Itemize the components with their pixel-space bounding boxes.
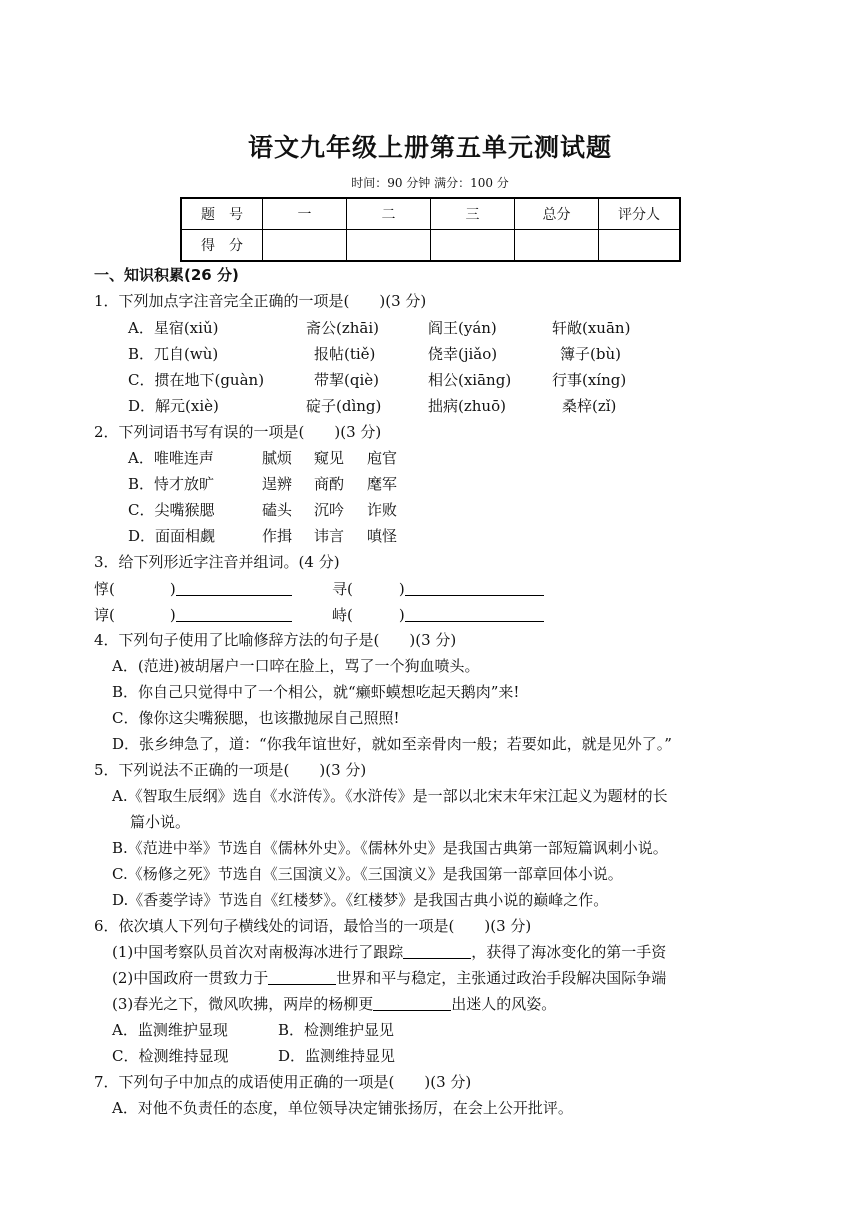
score-cell-part3: 三 (431, 198, 515, 230)
option-text: 庖官 (367, 449, 398, 467)
option-text: 拙病(zhuō) (428, 397, 506, 415)
question-stem: 1．下列加点字注音完全正确的一项是( )(3 分) (94, 292, 427, 310)
option-text: A.《智取生辰纲》选自《水浒传》。《水浒传》是一部以北宋末年宋江起义为题材的长 (112, 787, 668, 805)
score-table (180, 197, 681, 262)
option-text: A．星宿(xiǔ) (128, 319, 219, 337)
option-text: 诈败 (367, 501, 398, 519)
option-text: C．掼在地下(guàn) (128, 371, 265, 389)
answer-blank[interactable] (403, 942, 471, 959)
sentence-text: 出迷人的风姿。 (451, 995, 557, 1013)
option-text: 窥见 (314, 449, 345, 467)
option-text: C．尖嘴猴腮 (128, 501, 215, 519)
fill-item-char: 惇( (94, 580, 115, 598)
score-input-cell (431, 230, 515, 262)
option-text: C．像你这尖嘴猴腮，也该撒抛尿自己照照! (112, 709, 400, 727)
option-text: A．(范进)被胡屠户一口啐在脸上，骂了一个狗血喷头。 (112, 657, 480, 675)
score-input-cell (347, 230, 431, 262)
answer-blank[interactable] (176, 605, 292, 622)
answer-blank[interactable] (373, 994, 451, 1011)
option-text: 斋公(zhāi) (306, 319, 380, 337)
score-cell-label: 题 号 (181, 198, 263, 230)
option-text: 侥幸(jiǎo) (428, 345, 498, 363)
question-stem: 7．下列句子中加点的成语使用正确的一项是( )(3 分) (94, 1073, 472, 1091)
section-heading: 一、知识积累(26 分) (94, 266, 239, 284)
sentence-text: 世界和平与稳定，主张通过政治手段解决国际争端 (336, 969, 667, 987)
fill-item (332, 579, 544, 599)
question-stem: 3．给下列形近字注音并组词。(4 分) (94, 553, 340, 571)
score-cell-part1: 一 (263, 198, 347, 230)
score-row-label: 得 分 (181, 230, 263, 262)
fill-item-close: ) (169, 606, 176, 624)
score-table-header-row (181, 198, 680, 230)
score-input-cell (263, 230, 347, 262)
score-table-score-row (181, 230, 680, 262)
option-text: 相公(xiāng) (428, 371, 512, 389)
score-input-cell (515, 230, 599, 262)
option-text: C．检测维持显现 (112, 1047, 229, 1065)
option-text: 嗔怪 (367, 527, 398, 545)
option-text: D．解元(xiè) (128, 397, 219, 415)
sentence-item (112, 942, 666, 962)
answer-blank[interactable] (405, 579, 544, 596)
option-text: B．你自己只觉得中了一个相公，就“癞虾蟆想吃起天鹅肉”来! (112, 683, 520, 701)
option-text: 沉吟 (314, 501, 345, 519)
option-text: 阎王(yán) (428, 319, 497, 337)
sentence-text: (1)中国考察队员首次对南极海冰进行了跟踪 (112, 943, 404, 961)
fill-item (94, 579, 292, 599)
exam-meta: 时间：90 分钟 满分：100 分 (351, 176, 509, 190)
option-text: D．监测维持显见 (278, 1047, 396, 1065)
answer-blank[interactable] (268, 968, 336, 985)
sentence-text: (3)春光之下，微风吹拂，两岸的杨柳更 (112, 995, 374, 1013)
option-text: 簿子(bù) (560, 345, 621, 363)
option-text: 作揖 (262, 527, 293, 545)
fill-item (94, 605, 292, 625)
option-text: C.《杨修之死》节选自《三国演义》。《三国演义》是我国第一部章回体小说。 (112, 865, 623, 883)
sentence-text: ，获得了海冰变化的第一手资 (471, 943, 667, 961)
sentence-item (112, 994, 556, 1014)
fill-item-close: ) (398, 580, 405, 598)
option-text: A．唯唯连声 (128, 449, 214, 467)
option-text: 讳言 (314, 527, 345, 545)
sentence-item (112, 968, 666, 988)
question-stem: 6．依次填人下列句子横线处的词语，最恰当的一项是( )(3 分) (94, 917, 532, 935)
page-title: 语文九年级上册第五单元测试题 (247, 133, 612, 162)
fill-item (332, 605, 544, 625)
option-text: 报帖(tiě) (314, 345, 376, 363)
score-cell-part2: 二 (347, 198, 431, 230)
option-text: 腻烦 (262, 449, 293, 467)
option-text: B．兀自(wù) (128, 345, 219, 363)
option-text: 桑梓(zǐ) (562, 397, 617, 415)
option-text: 碇子(dìng) (306, 397, 382, 415)
option-text: D．面面相觑 (128, 527, 216, 545)
fill-item-close: ) (398, 606, 405, 624)
answer-blank[interactable] (405, 605, 544, 622)
option-text: 篇小说。 (130, 813, 191, 831)
question-stem: 2．下列词语书写有误的一项是( )(3 分) (94, 423, 382, 441)
fill-item-char: 谆( (94, 606, 115, 624)
fill-item-close: ) (169, 580, 176, 598)
option-text: D．张乡绅急了，道：“你我年谊世好，就如至亲骨肉一般；若要如此，就是见外了。” (112, 735, 672, 753)
fill-item-char: 寻( (332, 580, 353, 598)
option-text: 逞辨 (262, 475, 293, 493)
option-text: A．对他不负责任的态度，单位领导决定铺张扬厉，在会上公开批评。 (112, 1099, 573, 1117)
option-text: 麾军 (367, 475, 398, 493)
option-text: A．监测维护显现 (112, 1021, 228, 1039)
option-text: B.《范进中举》节选自《儒林外史》。《儒林外史》是我国古典第一部短篇讽刺小说。 (112, 839, 668, 857)
answer-blank[interactable] (176, 579, 292, 596)
option-text: 带挈(qiè) (314, 371, 379, 389)
score-input-cell (599, 230, 681, 262)
option-text: 行事(xíng) (552, 371, 627, 389)
option-text: B．检测维护显见 (278, 1021, 395, 1039)
question-stem: 4．下列句子使用了比喻修辞方法的句子是( )(3 分) (94, 631, 457, 649)
option-text: 轩敞(xuān) (552, 319, 631, 337)
option-text: B．恃才放旷 (128, 475, 215, 493)
option-text: D.《香菱学诗》节选自《红楼梦》。《红楼梦》是我国古典小说的巅峰之作。 (112, 891, 609, 909)
option-text: 商酌 (314, 475, 345, 493)
score-cell-grader: 评分人 (599, 198, 681, 230)
sentence-text: (2)中国政府一贯致力于 (112, 969, 269, 987)
option-text: 磕头 (262, 501, 293, 519)
fill-item-char: 峙( (332, 606, 353, 624)
score-cell-total: 总分 (515, 198, 599, 230)
question-stem: 5．下列说法不正确的一项是( )(3 分) (94, 761, 367, 779)
